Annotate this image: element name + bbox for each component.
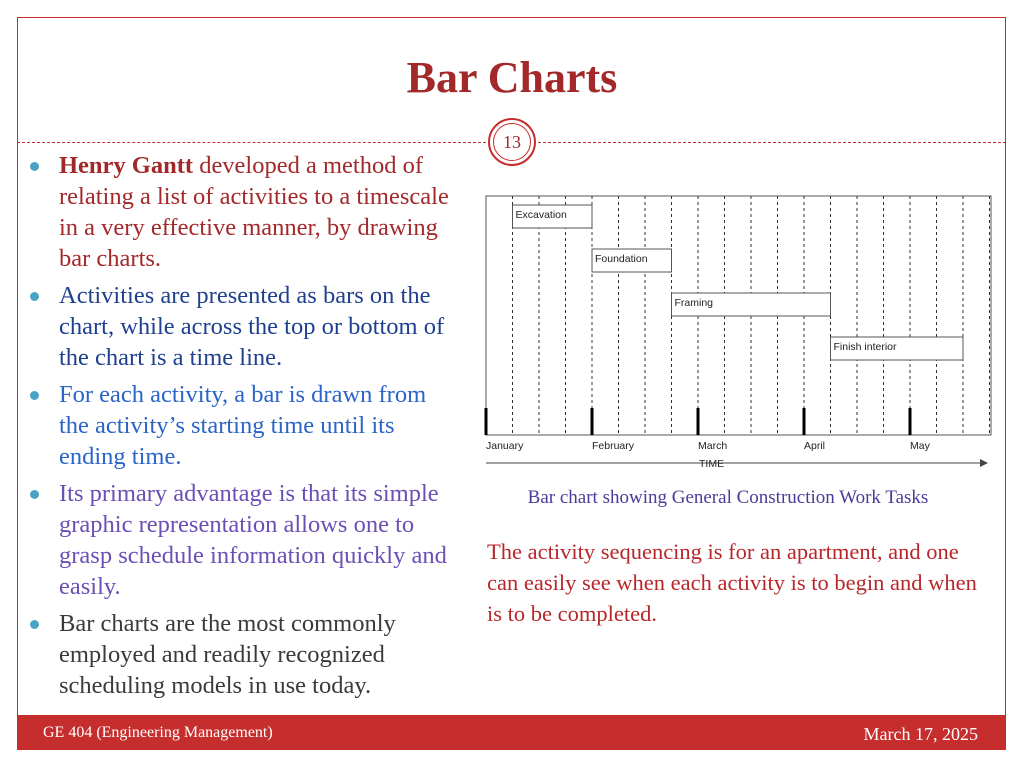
bullet-text: Bar charts are the most commonly employed and readily recognized scheduling models in use today.: [59, 610, 396, 699]
footer-date: March 17, 2025: [863, 724, 978, 744]
month-tick-label: May: [910, 440, 930, 452]
time-axis-arrow-icon: [980, 459, 988, 467]
bullet-text: developed a method of relating a list of activities to a timescale in a very effective manner, by drawing bar charts.: [59, 152, 449, 272]
title-divider-left: [17, 142, 486, 143]
page-number-badge: [488, 118, 536, 166]
slide-title: Bar Charts: [406, 53, 618, 102]
task-label: Framing: [674, 297, 714, 309]
bullet-list: [30, 150, 460, 707]
chart-note: The activity sequencing is for an apartment, and one can easily see when each activity is to begin and when is to be completed.: [487, 539, 977, 626]
bullet-marker-icon: [30, 292, 39, 301]
bullet-item: [30, 478, 460, 602]
bullet-item: [30, 150, 460, 274]
month-tick-label: January: [486, 440, 524, 452]
bullet-marker-icon: [30, 620, 39, 629]
bullet-text: Its primary advantage is that its simple graphic representation allows one to grasp schedule information quickly and easily.: [59, 480, 447, 600]
bullet-marker-icon: [30, 490, 39, 499]
title-divider-right: [538, 142, 1006, 143]
task-label: Foundation: [595, 253, 648, 265]
footer-course: GE 404 (Engineering Management): [43, 724, 273, 741]
bullet-item: [30, 379, 460, 472]
task-label: Excavation: [515, 209, 567, 221]
bullet-text: Activities are presented as bars on the chart, while across the top or bottom of the chart is a time line.: [59, 282, 445, 371]
footer-bar: [17, 715, 1006, 750]
gantt-chart: [478, 190, 998, 480]
bullet-item: [30, 280, 460, 373]
page-number: 13: [493, 123, 531, 161]
bullet-marker-icon: [30, 391, 39, 400]
month-tick-label: March: [698, 440, 728, 452]
task-label: Finish interior: [833, 341, 897, 353]
bullet-item: [30, 608, 460, 701]
chart-caption: Bar chart showing General Construction Work Tasks: [527, 487, 929, 508]
bullet-emphasis: Henry Gantt: [59, 152, 194, 179]
time-axis-label: TIME: [699, 458, 725, 470]
month-tick-label: February: [592, 440, 635, 452]
bullet-text: For each activity, a bar is drawn from the activity’s starting time until its ending time.: [59, 381, 427, 470]
bullet-marker-icon: [30, 162, 39, 171]
month-tick-label: April: [804, 440, 826, 452]
